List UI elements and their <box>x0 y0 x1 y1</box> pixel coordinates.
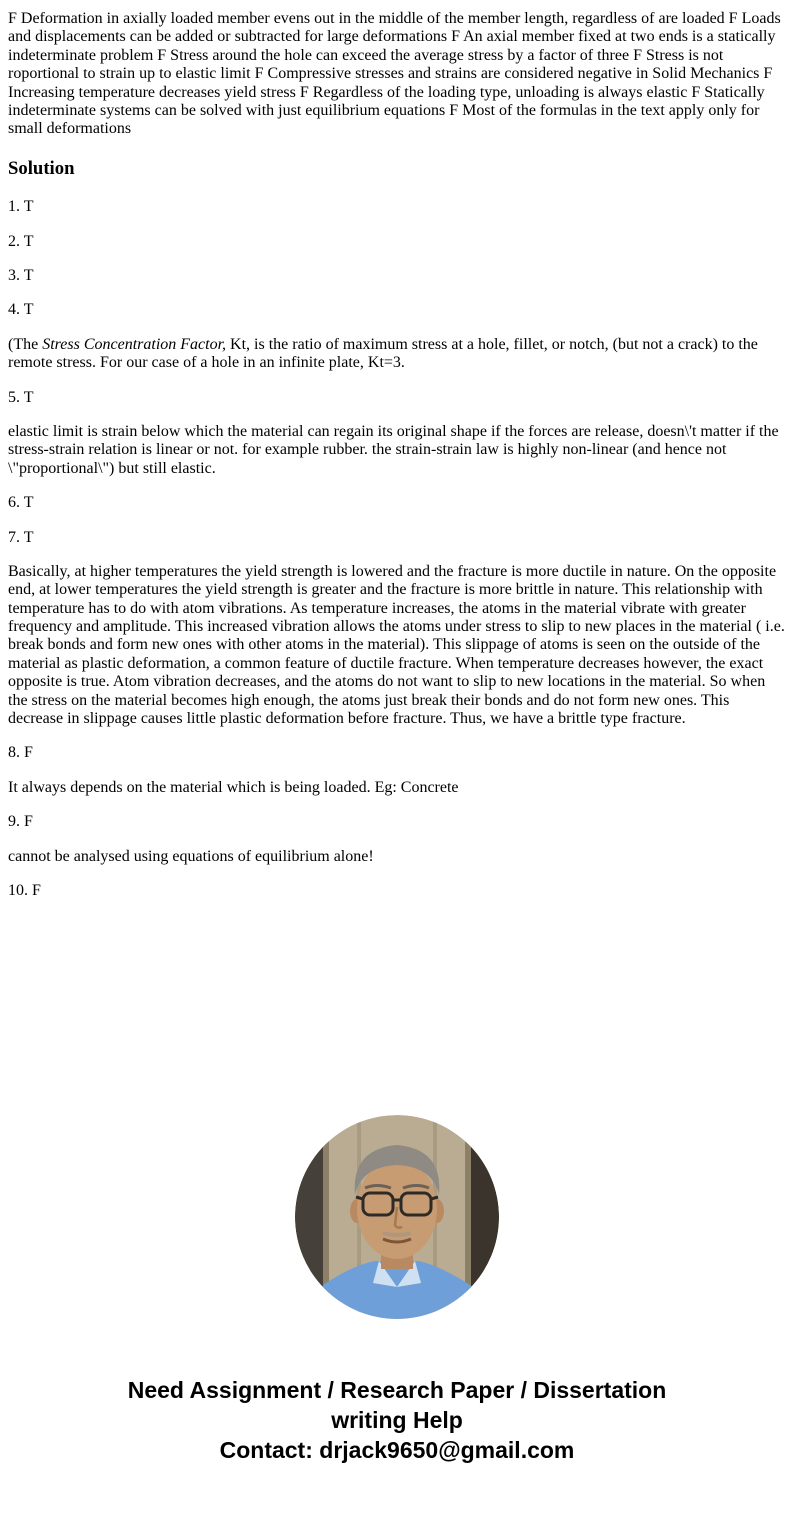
italic-term-stress-concentration-factor: Stress Concentration Factor, <box>42 335 227 353</box>
person-portrait-image <box>295 1115 499 1319</box>
banner-contact-line: Contact: drjack9650@gmail.com <box>219 1436 575 1463</box>
explanation-kt-paragraph <box>8 336 786 373</box>
answer-item-3: 3. T <box>8 267 34 285</box>
author-photo <box>8 1115 786 1324</box>
help-banner <box>8 1375 786 1465</box>
background-shadow-left <box>295 1115 323 1319</box>
answer-item-9: 9. F <box>8 813 33 831</box>
glasses-temple-right <box>431 1197 438 1199</box>
kt-note-post: Kt, is the ratio of maximum stress at a hole, fillet, or notch, (but not a crack) to the remote stress. For our case of a hole in an infinite plate, Kt=3. <box>8 335 758 372</box>
answer-item-5: 5. T <box>8 388 34 406</box>
explanation-temperature-paragraph: Basically, at higher temperatures the yield strength is lowered and the fracture is more ductile in nature. On the opposite end, at lower temperatures the yield strength is greater and the fracture is more brittle in nature. This relationship with temperature has to do with atom vibrations. As temperature increases, the atoms in the material vibrate with greater frequency and amplitude. This increased vibration allows the atoms under stress to slip to new places in the material ( i.e. break bonds and form new ones with other atoms in the material). This slippage of atoms is seen on the outside of the material as plastic deformation, a common feature of ductile fracture. When temperature decreases however, the exact opposite is true. Atom vibration decreases, and the atoms do not want to slip to new locations in the material. So when the stress on the material becomes high enough, the atoms just break their bonds and do not form new ones. This decrease in slippage causes little plastic deformation before fracture. Thus, we have a brittle type fracture. <box>8 562 785 728</box>
answer-item-10: 10. F <box>8 882 41 899</box>
explanation-concrete-paragraph: It always depends on the material which is being loaded. Eg: Concrete <box>8 778 459 796</box>
answer-item-7: 7. T <box>8 528 34 546</box>
questions-paragraph: F Deformation in axially loaded member evens out in the middle of the member length, regardless of are loaded F Loads and displacements can be added or subtracted for large deformations F An axial member fixed at two ends is a statically indeterminate problem F Stress around the hole can exceed the average stress by a factor of three F Stress is not roportional to strain up to elastic limit F Compressive stresses and strains are considered negative in Solid Mechanics F Increasing temperature decreases yield stress F Regardless of the loading type, unloading is always elastic F Statically indeterminate systems can be solved with just equilibrium equations F Most of the formulas in the text apply only for small deformations <box>8 10 781 138</box>
answer-item-2: 2. T <box>8 232 34 250</box>
banner-line-1: Need Assignment / Research Paper / Dissertation <box>127 1376 667 1403</box>
background-shadow-right <box>471 1115 499 1319</box>
answer-item-6: 6. T <box>8 494 34 512</box>
solution-heading: Solution <box>8 157 75 179</box>
explanation-elastic-paragraph: elastic limit is strain below which the material can regain its original shape if the forces are release, doesn\'t matter if the stress-strain relation is linear or not. for example rubber. the strain-strain law is highly non-linear (and hence not \"proportional\") but still elastic. <box>8 422 779 477</box>
glasses-temple-left <box>356 1197 363 1199</box>
banner-line-2: writing Help <box>331 1406 463 1433</box>
explanation-equilibrium-paragraph: cannot be analysed using equations of equilibrium alone! <box>8 847 374 865</box>
mustache <box>383 1233 411 1235</box>
answer-item-1: 1. T <box>8 198 34 216</box>
kt-note-pre: (The <box>8 335 43 353</box>
author-photo-frame <box>295 1115 499 1319</box>
answer-item-4: 4. T <box>8 301 34 319</box>
answer-item-8: 8. F <box>8 744 33 762</box>
